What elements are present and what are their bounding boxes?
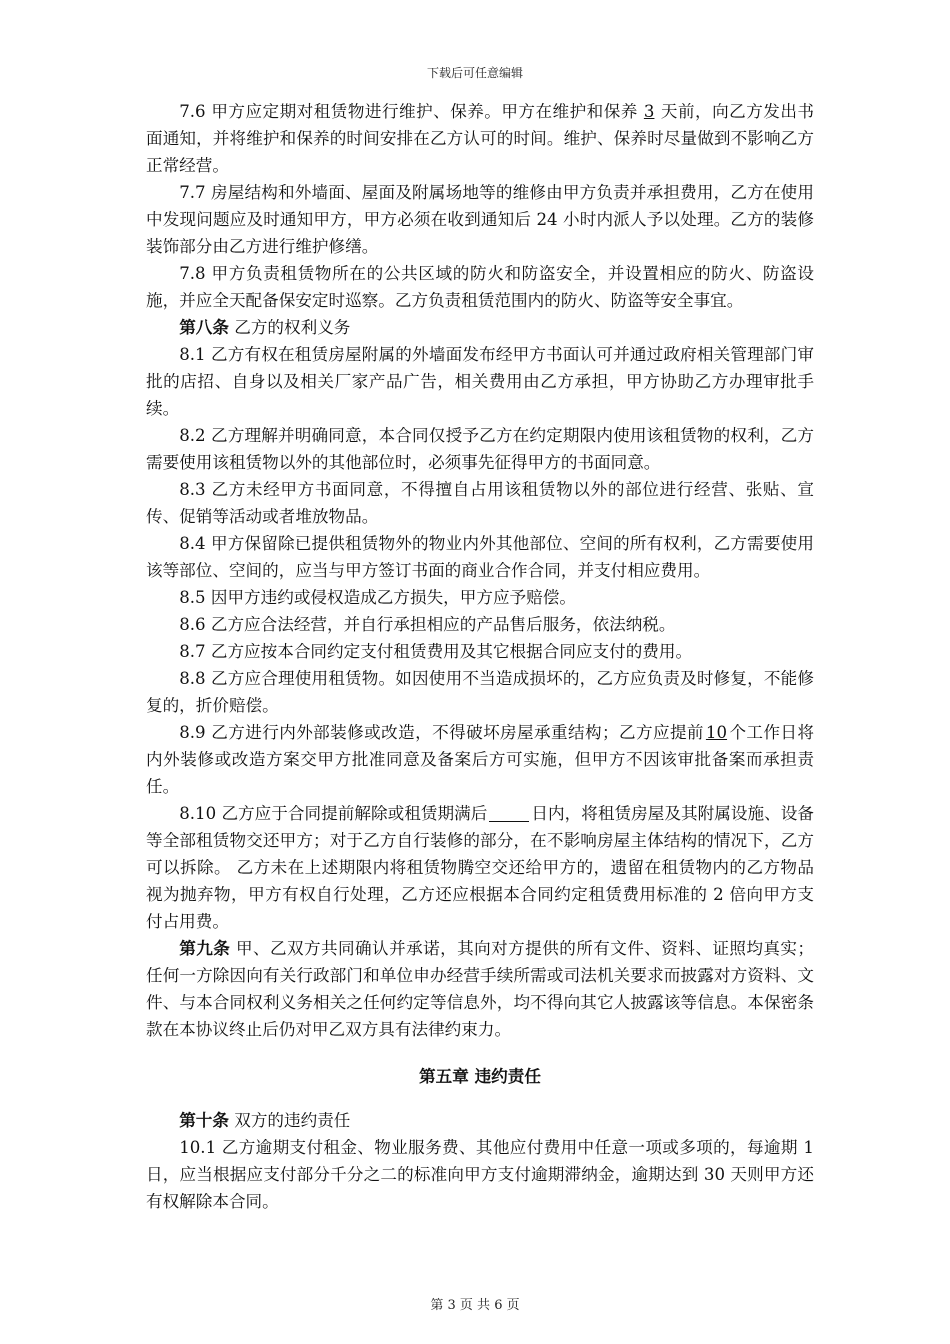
page-header: 下载后可任意编辑 [426, 66, 523, 80]
clause-8-9: 8.9 乙方进行内外部装修或改造，不得破坏房屋承重结构；乙方应提前 10 个工作日将内外装修或改造方案交甲方批准同意及备案后方可实施，但甲方不因该审批备案而承担责任。 [146, 723, 814, 796]
underlined-days: 3 [643, 102, 655, 121]
blank-field [489, 805, 529, 822]
clause-10-1: 10.1 乙方逾期支付租金、物业服务费、其他应付费用中任意一项或多项的，每逾期 1 日，应当根据应支付部分千分之二的标准向甲方支付逾期滞纳金，逾期达到 30 天则甲方还有权解除本合同。 [146, 1138, 814, 1211]
underlined-days: 10 [705, 723, 728, 742]
clause-8-8: 8.8 乙方应合理使用租赁物。如因使用不当造成损坏的，乙方应负责及时修复，不能修复的，折价赔偿。 [146, 669, 814, 715]
clause-8-2: 8.2 乙方理解并明确同意，本合同仅授予乙方在约定期限内使用该租赁物的权利，乙方需要使用该租赁物以外的其他部位时，必须事先征得甲方的书面同意。 [146, 426, 814, 472]
clause-8-1: 8.1 乙方有权在租赁房屋附属的外墙面发布经甲方书面认可并通过政府相关管理部门审批的店招、自身以及相关厂家产品广告，相关费用由乙方承担，甲方协助乙方办理审批手续。 [146, 345, 814, 418]
page-footer: 第 3 页 共 6 页 [430, 1298, 520, 1313]
clause-7-7: 7.7 房屋结构和外墙面、屋面及附属场地等的维修由甲方负责并承担费用，乙方在使用中发现问题应及时通知甲方，甲方必须在收到通知后 24 小时内派人予以处理。乙方的装修装饰部分由乙方进行维护修缮。 [146, 183, 814, 256]
clause-8-7: 8.7 乙方应按本合同约定支付租赁费用及其它根据合同应支付的费用。 [179, 642, 693, 661]
clause-8-3: 8.3 乙方未经甲方书面同意，不得擅自占用该租赁物以外的部位进行经营、张贴、宣传、促销等活动或者堆放物品。 [146, 480, 814, 526]
clause-8-5: 8.5 因甲方违约或侵权造成乙方损失，甲方应予赔偿。 [179, 588, 576, 607]
clause-8-6: 8.6 乙方应合法经营，并自行承担相应的产品售后服务，依法纳税。 [179, 615, 676, 634]
clause-8-10: 8.10 乙方应于合同提前解除或租赁期满后 日内，将租赁房屋及其附属设施、设备等全部租赁物交还甲方；对于乙方自行装修的部分，在不影响房屋主体结构的情况下，乙方可以拆除。 乙方未在上述期限内将租赁物腾空交还给甲方的，遗留在租赁物内的乙方物品视为抛弃物，甲方有权自行处理，乙方还应根据本合同约定租赁费用标准的 2 倍向甲方支付占用费。 [146, 804, 814, 931]
clause-8-4: 8.4 甲方保留除已提供租赁物外的物业内外其他部位、空间的所有权利，乙方需要使用该等部位、空间的，应当与甲方签订书面的商业合作合同，并支付相应费用。 [146, 534, 814, 580]
article-9: 第九条 甲、乙双方共同确认并承诺，其向对方提供的所有文件、资料、证照均真实；任何一方除因向有关行政部门和单位申办经营手续所需或司法机关要求而披露对方资料、文件、与本合同权利义务相关之任何约定等信息外，均不得向其它人披露该等信息。本保密条款在本协议终止后仍对甲乙双方具有法律约束力。 [146, 939, 815, 1039]
chapter-5-title: 第五章 违约责任 [419, 1067, 541, 1086]
article-10-heading: 第十条 双方的违约责任 [179, 1111, 351, 1130]
clause-7-6: 7.6 甲方应定期对租赁物进行维护、保养。甲方在维护和保养 3 天前，向乙方发出书面通知，并将维护和保养的时间安排在乙方认可的时间。维护、保养时尽量做到不影响乙方正常经营。 [146, 102, 814, 175]
article-8-heading: 第八条 乙方的权利义务 [179, 318, 351, 337]
document-body [146, 98, 814, 1215]
clause-7-8: 7.8 甲方负责租赁物所在的公共区域的防火和防盗安全，并设置相应的防火、防盗设施，并应全天配备保安定时巡察。乙方负责租赁范围内的防火、防盗等安全事宜。 [146, 264, 814, 310]
